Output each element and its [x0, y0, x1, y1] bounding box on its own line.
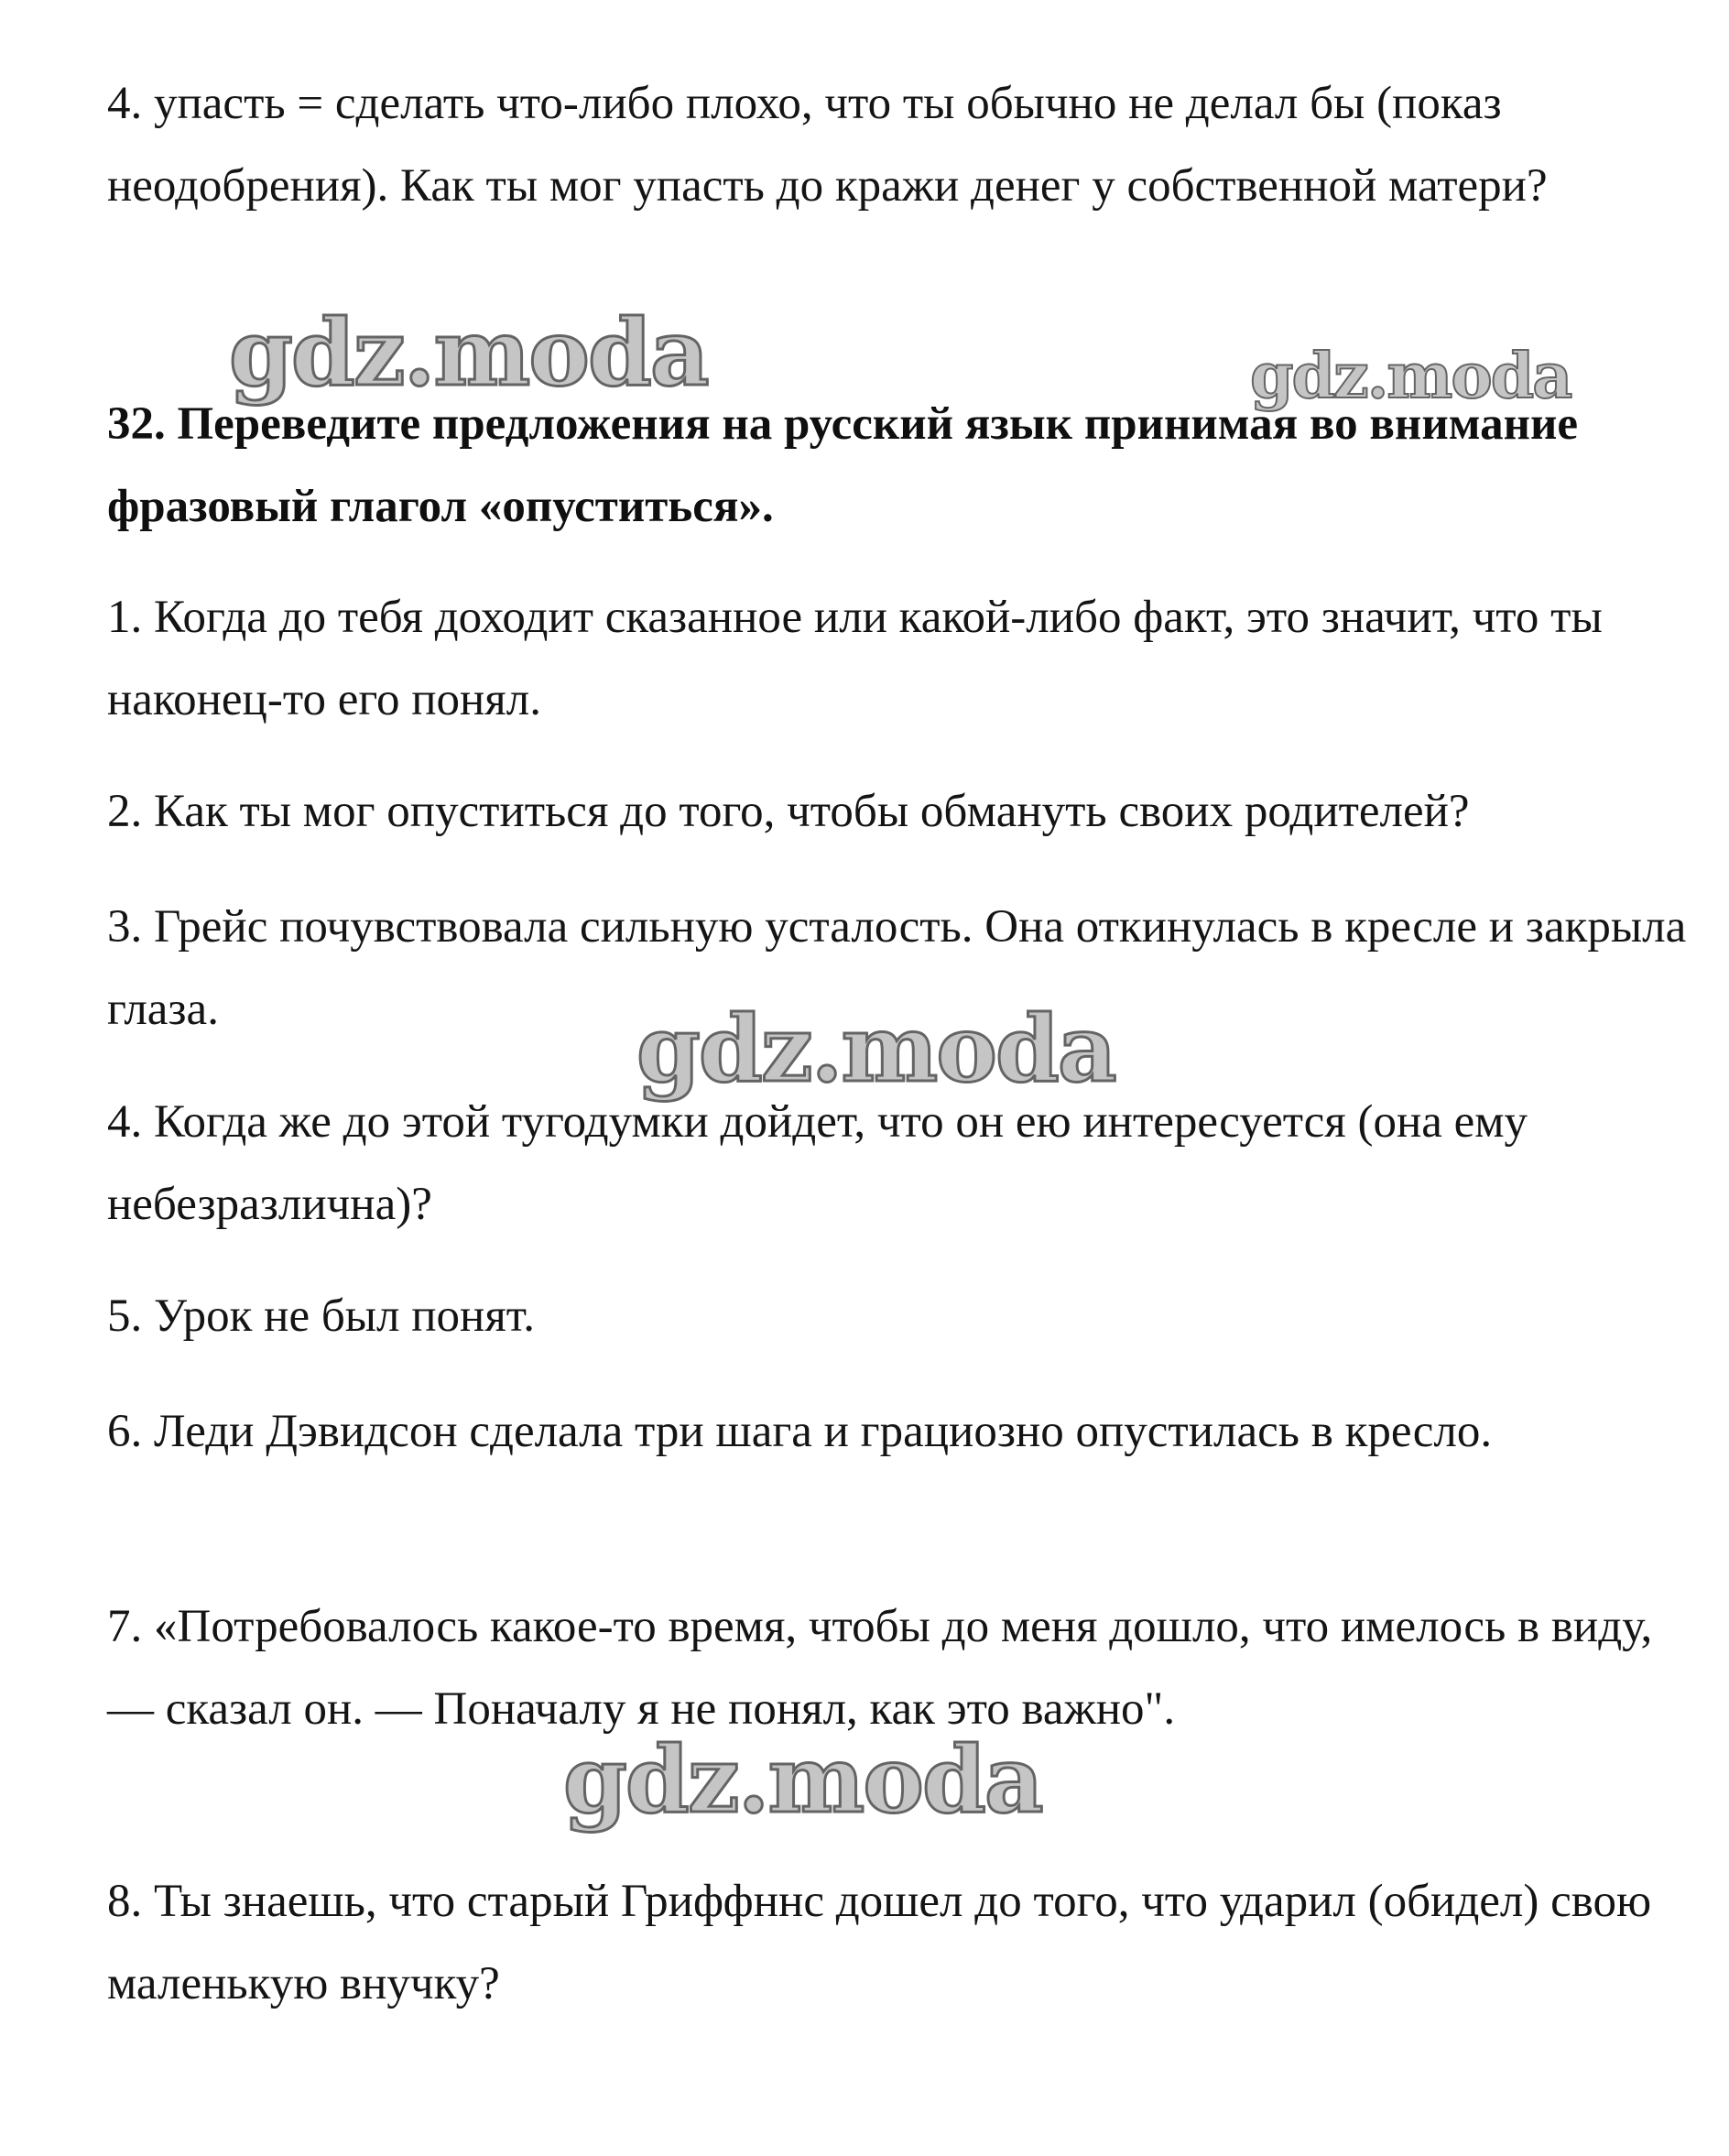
watermark-logo: gdz.moda: [1250, 340, 1571, 413]
watermark-logo: gdz.moda: [636, 995, 1115, 1103]
item-4: 4. Когда же до этой тугодумки дойдет, что он ею интересуется (она ему небезразлична)?: [107, 1096, 1528, 1230]
item-6: 6. Леди Дэвидсон сделала три шага и грациозно опустилась в кресло.: [107, 1406, 1493, 1457]
item-3: 3. Грейс почувствовала сильную усталость. Она откинулась в кресле и закрыла глаза.: [107, 901, 1687, 1035]
previous-item-4: 4. упасть = сделать что-либо плохо, что ты обычно не делал бы (показ неодобрения). Как ты мог упасть до кражи денег у собственной матери?: [107, 78, 1548, 212]
item-8: 8. Ты знаешь, что старый Гриффннс дошел до того, что ударил (обидел) свою маленькую внучку?: [107, 1876, 1652, 2009]
watermark-logo: gdz.moda: [563, 1726, 1042, 1834]
exercise-title: 32. Переведите предложения на русский язык принимая во внимание фразовый глагол «опуститься».: [107, 398, 1579, 532]
watermark-logo: gdz.moda: [229, 299, 708, 407]
item-7: 7. «Потребовалось какое-то время, чтобы до меня дошло, что имелось в виду, — сказал он. — Поначалу я не понял, как это важно".: [107, 1601, 1653, 1735]
item-1: 1. Когда до тебя доходит сказанное или какой-либо факт, это значит, что ты наконец-то его понял.: [107, 592, 1603, 725]
item-5: 5. Урок не был понят.: [107, 1290, 535, 1342]
item-2: 2. Как ты мог опуститься до того, чтобы обмануть своих родителей?: [107, 786, 1470, 837]
